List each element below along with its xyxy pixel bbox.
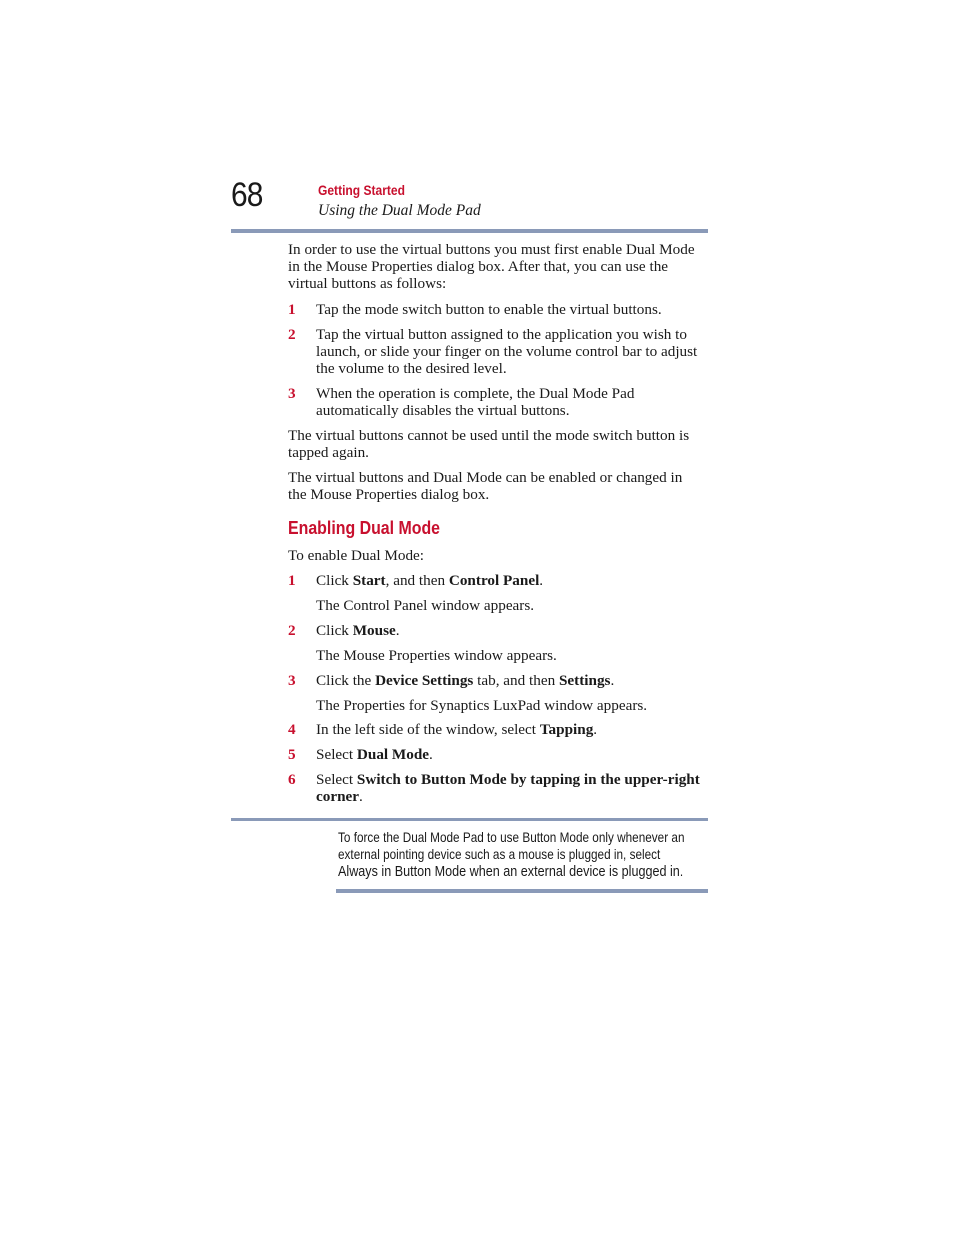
- step-text-plain: .: [429, 746, 433, 763]
- tip-text: To force the Dual Mode Pad to use Button Mode only whenever an external pointing device such as a mouse is plugged in, select: [338, 829, 685, 862]
- enabling-step-text: [316, 572, 711, 589]
- intro-after-paragraph: The virtual buttons cannot be used until the mode switch button is tapped again.: [288, 427, 690, 461]
- step-text-plain: Click: [316, 572, 353, 589]
- intro-step-text: Tap the virtual button assigned to the application you wish to launch, or slide your finger on the volume control bar to adjust the volume to the desired level.: [316, 326, 698, 377]
- step-ui-term: Start: [352, 572, 386, 589]
- intro-step-text: Tap the mode switch button to enable the virtual buttons.: [316, 301, 662, 318]
- step-text-plain: tab, and then: [473, 672, 559, 689]
- step-text-plain: Click the: [316, 672, 376, 689]
- enabling-step-text: [316, 622, 711, 639]
- step-text-plain: , and then: [385, 572, 449, 589]
- step-text-plain: .: [610, 672, 615, 689]
- section-subtitle: Using the Dual Mode Pad: [318, 202, 481, 219]
- step-ui-term: Control Panel: [448, 572, 540, 589]
- step-ui-term: Switch to Button Mode by tapping in the upper-right corner: [316, 771, 700, 805]
- step-ui-term: Device Settings: [375, 672, 474, 689]
- enabling-step-text: [316, 721, 711, 738]
- tip-text: .: [679, 863, 684, 879]
- step-result: The Properties for Synaptics LuxPad window appears.: [316, 697, 648, 714]
- step-ui-term: Dual Mode: [356, 746, 430, 763]
- intro-step-number: 1: [288, 301, 296, 318]
- enabling-step-number: 1: [288, 572, 296, 589]
- step-ui-term: Settings: [558, 672, 611, 689]
- note-top-rule: [231, 818, 708, 821]
- enabling-step-number: 4: [288, 721, 296, 738]
- enabling-step-text: [316, 672, 711, 689]
- step-result: The Control Panel window appears.: [316, 597, 535, 614]
- intro-step-text: When the operation is complete, the Dual Mode Pad automatically disables the virtual buttons.: [316, 385, 635, 419]
- intro-after-paragraph: The virtual buttons and Dual Mode can be enabled or changed in the Mouse Properties dialog box.: [288, 469, 683, 503]
- step-text-plain: Select: [316, 771, 357, 788]
- subsection-heading: Enabling Dual Mode: [288, 517, 441, 538]
- chapter-title: Getting Started: [318, 182, 405, 198]
- page-number: 68: [231, 176, 263, 214]
- step-text-plain: .: [593, 721, 598, 738]
- enabling-step-number: 6: [288, 771, 296, 788]
- step-result: The Mouse Properties window appears.: [316, 647, 557, 664]
- tip-note: [338, 829, 699, 880]
- enabling-step-number: 3: [288, 672, 296, 689]
- step-ui-term: Tapping: [539, 721, 594, 738]
- step-text-plain: Select: [316, 746, 357, 763]
- step-ui-term: Mouse: [352, 622, 396, 639]
- step-text-plain: .: [539, 572, 544, 589]
- enabling-step-number: 5: [288, 746, 296, 763]
- intro-step-number: 3: [288, 385, 296, 402]
- enabling-lead: To enable Dual Mode:: [288, 547, 425, 564]
- step-text-plain: In the left side of the window, select: [316, 721, 540, 738]
- enabling-step-number: 2: [288, 622, 296, 639]
- header-rule: [231, 229, 708, 233]
- step-text-plain: Click: [316, 622, 353, 639]
- step-text-plain: .: [395, 622, 400, 639]
- tip-ui-term: Always in Button Mode when an external device is plugged in: [338, 863, 680, 880]
- step-text-plain: .: [359, 788, 363, 805]
- note-bottom-rule: [336, 889, 708, 893]
- enabling-step-text: [316, 771, 711, 805]
- intro-step-number: 2: [288, 326, 296, 343]
- intro-paragraph: In order to use the virtual buttons you must first enable Dual Mode in the Mouse Properties dialog box. After that, you can use the virtual buttons as follows:: [288, 241, 695, 292]
- enabling-step-text: [316, 746, 711, 763]
